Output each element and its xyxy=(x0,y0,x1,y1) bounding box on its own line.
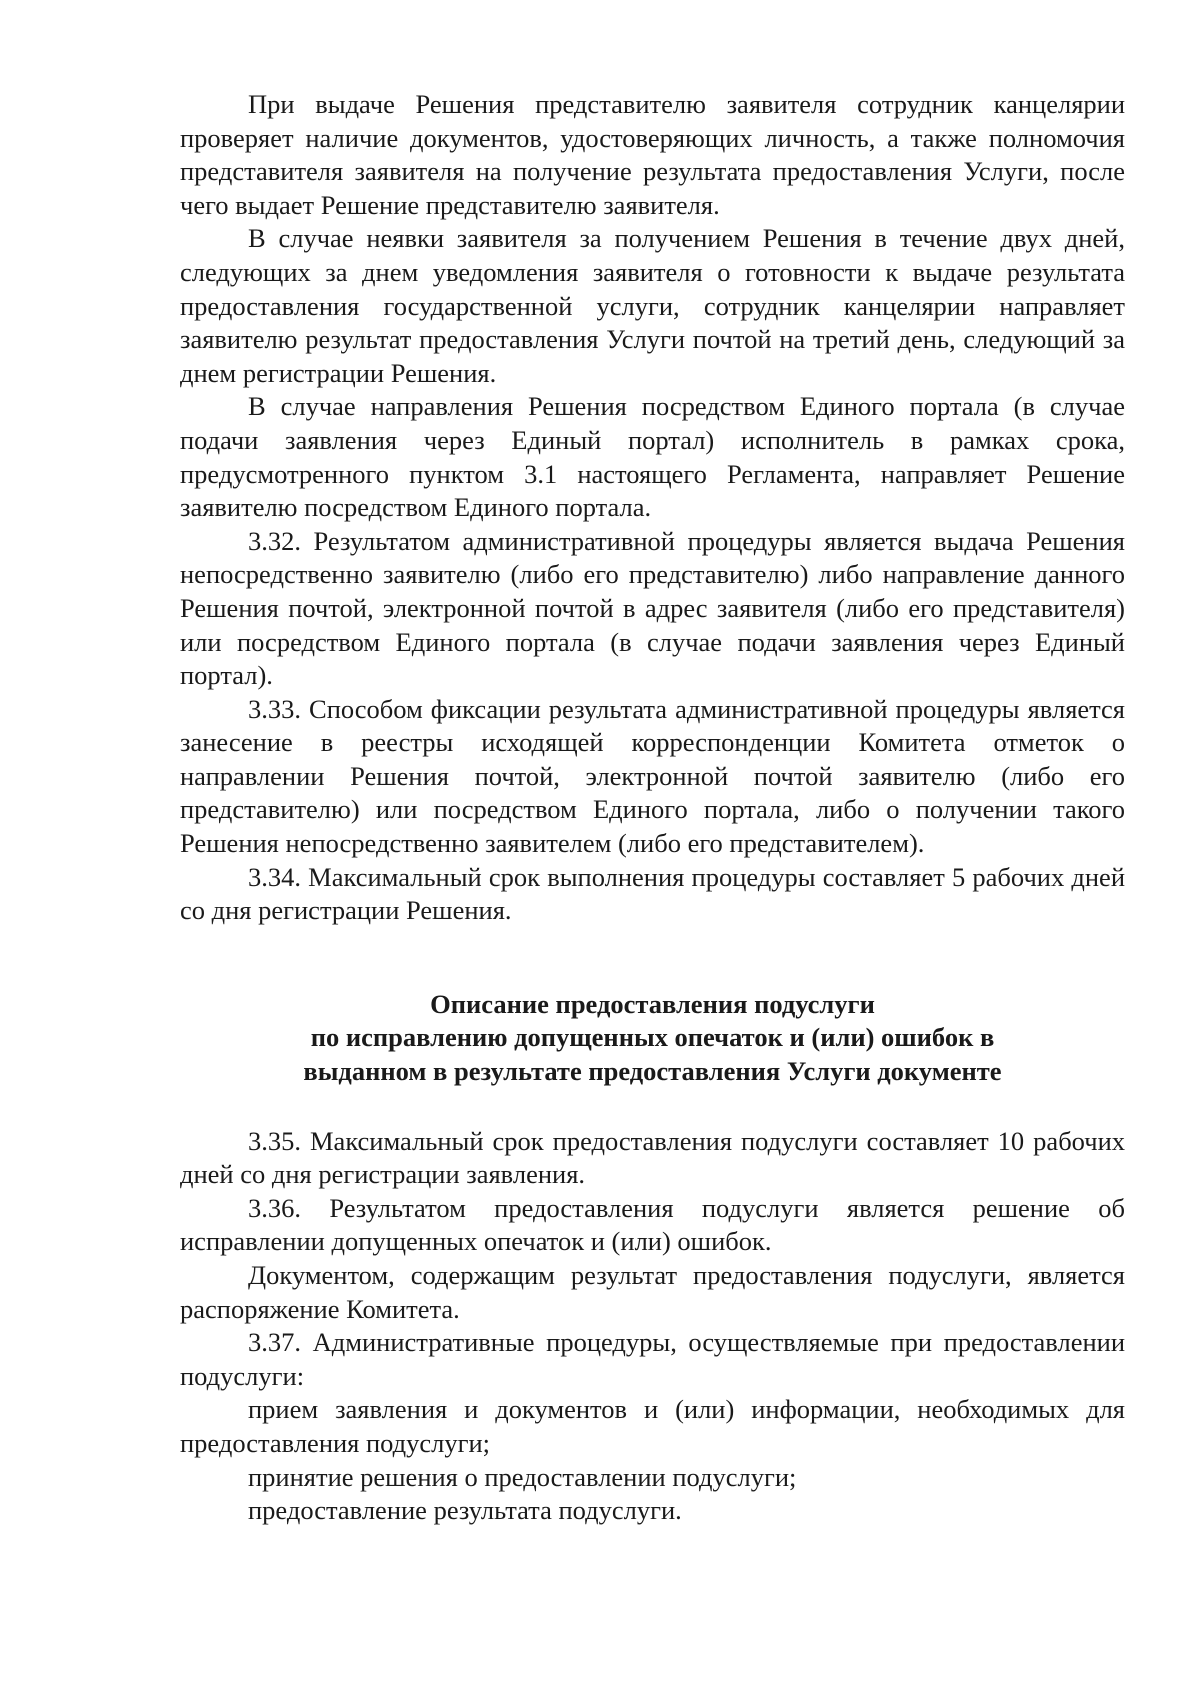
section-heading xyxy=(180,988,1125,1089)
paragraph-3-33: 3.33. Способом фиксации результата административной процедуры является занесение в реестры исходящей корреспонденции Комитета отметок о направлении Решения почтой, электронной почтой заявителю (либо его представителю) или посредством Единого портала, либо о получении такого Решения непосредственно заявителем (либо его представителем). xyxy=(180,693,1125,859)
paragraph-3-34: 3.34. Максимальный срок выполнения процедуры составляет 5 рабочих дней со дня регистрации Решения. xyxy=(180,861,1125,926)
paragraph-portal-delivery: В случае направления Решения посредством Единого портала (в случае подачи заявления через Единый портал) исполнитель в рамках срока, предусмотренного пунктом 3.1 настоящего Регламента, направляет Решение заявителю посредством Единого портала. xyxy=(180,391,1125,523)
section-heading-line-2: по исправлению допущенных опечаток и (или) ошибок в xyxy=(310,1022,995,1053)
list-item-decision: принятие решения о предоставлении подуслуги; xyxy=(248,1461,797,1492)
paragraph-3-37: 3.37. Административные процедуры, осуществляемые при предоставлении подуслуги: xyxy=(180,1327,1125,1391)
list-item-reception: прием заявления и документов и (или) информации, необходимых для предоставления подуслуги; xyxy=(180,1394,1125,1458)
list-item-result: предоставление результата подуслуги. xyxy=(248,1495,682,1526)
section-heading-line-1: Описание предоставления подуслуги xyxy=(430,988,875,1019)
section-heading-line-3: выданном в результате предоставления Услуги документе xyxy=(303,1056,1002,1087)
paragraph-result-document: Документом, содержащим результат предоставления подуслуги, является распоряжение Комитета. xyxy=(180,1260,1125,1324)
document-body xyxy=(180,88,1125,1528)
paragraph-3-35: 3.35. Максимальный срок предоставления подуслуги составляет 10 рабочих дней со дня регистрации заявления. xyxy=(180,1125,1125,1190)
paragraph-representative-issuance: При выдаче Решения представителю заявителя сотрудник канцелярии проверяет наличие документов, удостоверяющих личность, а также полномочия представителя заявителя на получение результата предоставления Услуги, после чего выдает Решение представителю заявителя. xyxy=(180,89,1125,220)
paragraph-3-36: 3.36. Результатом предоставления подуслуги является решение об исправлении допущенных опечаток и (или) ошибок. xyxy=(180,1192,1125,1257)
paragraph-non-appearance: В случае неявки заявителя за получением Решения в течение двух дней, следующих за днем уведомления заявителя о готовности к выдаче результата предоставления государственной услуги, сотрудник канцелярии направляет заявителю результат предоставления Услуги почтой на третий день, следующий за днем регистрации Решения. xyxy=(180,223,1125,388)
paragraph-3-32: 3.32. Результатом административной процедуры является выдача Решения непосредственно заявителю (либо его представителю) либо направление данного Решения почтой, электронной почтой в адрес заявителя (либо его представителя) или посредством Единого портала (в случае подачи заявления через Единый портал). xyxy=(180,525,1125,691)
